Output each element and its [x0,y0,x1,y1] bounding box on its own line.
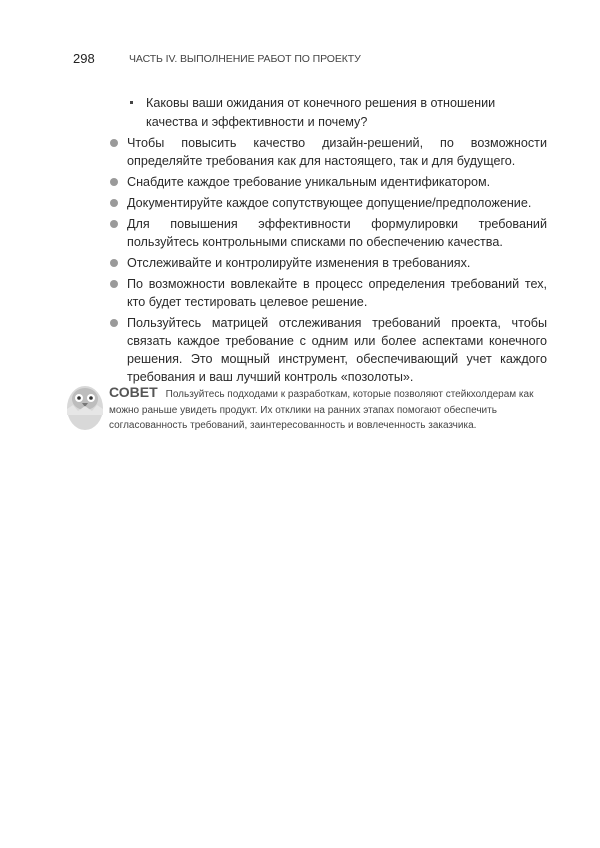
square-bullet-icon [130,101,133,104]
list-item [109,173,547,191]
list-item-text: Пользуйтесь матрицей отслеживания требований проекта, чтобы связать каждое требование с одним или более аспектами конечного решения. Это мощный инструмент, обеспечивающий учет каждого требования и ваш лучший контроль «позолоты». [127,316,547,384]
list-item-text: Отслеживайте и контролируйте изменения в требованиях. [127,256,471,270]
tip-text [109,385,547,434]
list-item [109,194,547,212]
list-item [109,254,547,272]
list-item [109,275,547,311]
bullet-list [109,94,547,389]
bullet-icon [110,220,118,228]
bullet-icon [110,319,118,327]
list-item-text: По возможности вовлекайте в процесс определения требований тех, кто будет тестировать целевое решение. [127,277,547,309]
sub-bullet-text: Каковы ваши ожидания от конечного решения в отношении качества и эффективности и почему? [146,96,496,129]
tip-label: СОВЕТ [109,384,158,400]
chick-egg-icon [63,381,107,431]
list-item [109,314,547,386]
bullet-icon [110,139,118,147]
bullet-icon [110,178,118,186]
bullet-icon [110,199,118,207]
list-item-text: Чтобы повысить качество дизайн-решений, по возможности определяйте требования как для настоящего, так и для будущего. [127,136,547,168]
list-item [109,215,547,251]
page-number: 298 [73,51,95,66]
list-item-text: Для повышения эффективности формулировки требований пользуйтесь контрольными списками по обеспечению качества. [127,217,547,249]
list-item-text: Документируйте каждое сопутствующее допущение/предположение. [127,196,532,210]
tip-body: Пользуйтесь подходами к разработкам, которые позволяют стейкхолдерам как можно раньше увидеть продукт. Их отклики на ранних этапах помогают обеспечить согласованность требований, заинтересованность и вовлеченность заказчика. [109,389,534,431]
bullet-icon [110,280,118,288]
list-item [109,134,547,170]
running-title: ЧАСТЬ IV. ВЫПОЛНЕНИЕ РАБОТ ПО ПРОЕКТУ [129,53,361,65]
list-item-text: Снабдите каждое требование уникальным идентификатором. [127,175,491,189]
sub-bullet-item [109,94,547,131]
bullet-icon [110,259,118,267]
